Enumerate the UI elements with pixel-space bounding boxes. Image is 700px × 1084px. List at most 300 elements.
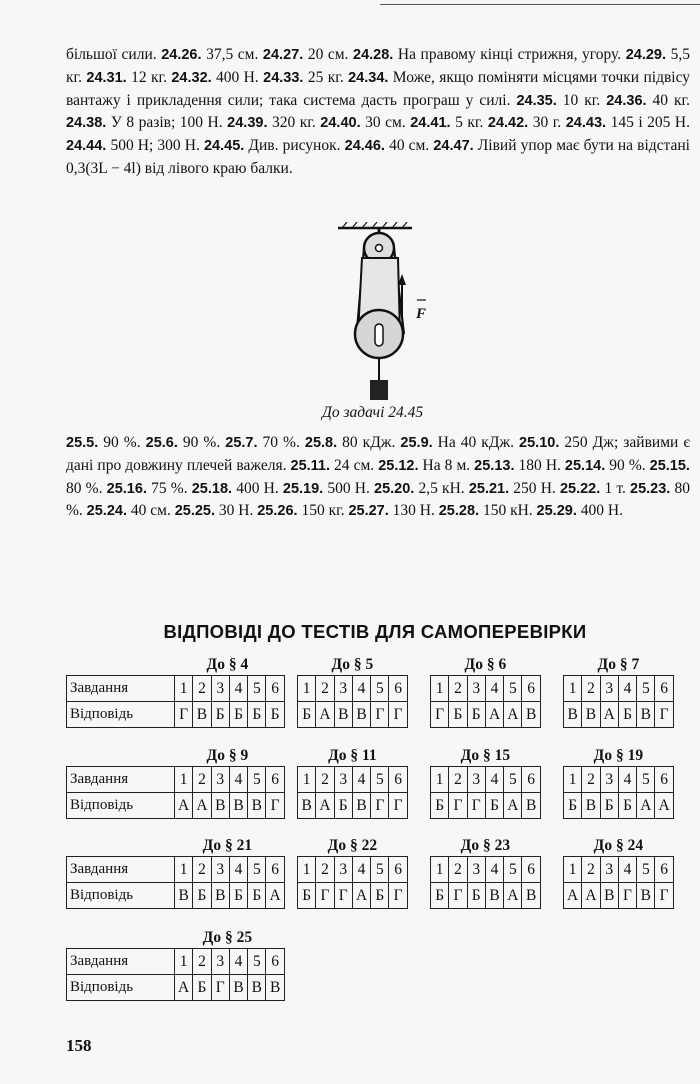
task-number-cell: 4 (352, 857, 370, 883)
problem-number: 25.18. (191, 480, 233, 497)
answer-row (564, 702, 674, 728)
answer-cell: Б (334, 793, 352, 819)
answer-cell: В (352, 702, 370, 728)
answer-text: 24 см. (330, 456, 379, 474)
test-label: До § 25 (202, 929, 253, 946)
answer-cell: Г (266, 793, 284, 819)
problem-number: 25.16. (106, 480, 147, 497)
answer-table (563, 766, 674, 819)
answer-text: 130 Н. (388, 502, 439, 520)
task-number-cell: 1 (175, 767, 193, 793)
answer-cell: В (229, 793, 247, 819)
task-row-label: Завдання (67, 767, 175, 793)
answer-cell: Б (229, 883, 247, 909)
answer-cell: А (582, 883, 600, 909)
answer-text: 80 %. (66, 479, 691, 520)
answer-row (431, 793, 541, 819)
answer-cell: В (637, 702, 655, 728)
answer-cell: В (582, 793, 600, 819)
answer-text: 37,5 см. (201, 46, 263, 63)
task-number-cell: 3 (211, 857, 229, 883)
task-row-label: Завдання (67, 676, 175, 702)
answer-cell: Б (485, 793, 503, 819)
answer-cell: В (637, 883, 655, 909)
answer-cell: Б (600, 793, 618, 819)
answer-cell: В (175, 883, 193, 909)
answer-cell: Б (298, 883, 316, 909)
test-label: До § 9 (206, 747, 249, 764)
problem-number: 24.35. (516, 92, 557, 109)
answer-cell: В (600, 883, 618, 909)
test-label: До § 22 (327, 837, 378, 854)
answer-cell: Б (449, 702, 467, 728)
answer-text: 320 кг. (267, 114, 321, 132)
answer-cell: В (248, 793, 266, 819)
answer-text: 80 %. (66, 479, 107, 497)
problem-number: 24.29. (625, 47, 667, 63)
answer-table (430, 856, 541, 909)
answer-cell: Г (334, 883, 352, 909)
task-number-cell: 6 (389, 767, 407, 793)
problem-number: 25.12. (378, 457, 419, 474)
task-number-cell: 1 (564, 767, 582, 793)
answer-cell: А (175, 793, 193, 819)
problem-number: 25.22. (559, 480, 601, 497)
problem-number: 24.26. (161, 47, 202, 63)
answer-text: 10 кг. (556, 91, 607, 109)
answer-cell: А (600, 702, 618, 728)
answer-cell: А (266, 883, 284, 909)
answer-cell: Б (467, 883, 485, 909)
answer-text: 75 %. (146, 479, 192, 497)
answer-cell: Б (229, 702, 247, 728)
answer-cell: Г (175, 702, 193, 728)
test-block (297, 835, 408, 909)
task-row (564, 676, 674, 702)
answer-cell: А (655, 793, 673, 819)
problem-number: 24.41. (410, 115, 451, 132)
task-row (431, 767, 541, 793)
answer-cell: Б (193, 975, 211, 1001)
task-number-cell: 3 (211, 767, 229, 793)
answer-table (297, 675, 408, 728)
test-block (563, 745, 674, 819)
answer-cell: Б (298, 702, 316, 728)
answer-row (431, 702, 541, 728)
answer-text: 70 %. (257, 434, 305, 451)
task-number-cell: 2 (316, 767, 334, 793)
answer-cell: Б (211, 702, 229, 728)
task-number-cell: 6 (522, 857, 540, 883)
test-label: До § 23 (460, 837, 511, 854)
answer-table (563, 856, 674, 909)
answer-cell: В (334, 702, 352, 728)
answer-text: 30 г. (528, 114, 566, 132)
task-number-cell: 3 (467, 767, 485, 793)
task-number-cell: 1 (175, 676, 193, 702)
task-number-cell: 5 (371, 676, 389, 702)
task-number-cell: 1 (564, 857, 582, 883)
task-number-cell: 3 (211, 949, 229, 975)
task-number-cell: 1 (175, 949, 193, 975)
problem-number: 24.45. (203, 138, 245, 155)
task-number-cell: 5 (248, 949, 266, 975)
answer-cell: Б (431, 883, 449, 909)
answer-text: У 8 разів; 100 Н. (106, 114, 228, 132)
answer-text: 145 і 205 Н. (606, 114, 690, 132)
task-number-cell: 2 (449, 767, 467, 793)
problem-number: 24.34. (348, 69, 389, 86)
answer-text: 90 %. (98, 434, 146, 451)
problem-number: 24.33. (263, 69, 304, 86)
task-number-cell: 2 (193, 857, 211, 883)
answer-cell: А (175, 975, 193, 1001)
test-label: До § 11 (328, 747, 377, 764)
task-number-cell: 4 (229, 767, 247, 793)
answer-cell: В (522, 702, 540, 728)
task-number-cell: 3 (600, 857, 618, 883)
answer-cell: Г (211, 975, 229, 1001)
answer-cell: В (352, 793, 370, 819)
task-number-cell: 1 (298, 767, 316, 793)
answer-text: 150 кг. (297, 502, 349, 520)
answer-text: На 40 кДж. (432, 434, 520, 451)
answer-cell: В (229, 975, 247, 1001)
problem-number: 25.13. (474, 457, 515, 474)
answer-row (298, 883, 408, 909)
task-row (298, 676, 408, 702)
problem-number: 25.6. (145, 435, 178, 451)
task-number-cell: 4 (618, 676, 636, 702)
answer-cell: А (316, 702, 334, 728)
task-number-cell: 6 (655, 767, 673, 793)
task-number-cell: 5 (371, 857, 389, 883)
answer-cell: Б (266, 702, 284, 728)
task-number-cell: 1 (431, 676, 449, 702)
test-label: До § 4 (206, 656, 249, 673)
test-block (66, 745, 285, 819)
task-number-cell: 6 (266, 857, 284, 883)
task-row (67, 857, 285, 883)
problem-number: 25.20. (374, 480, 415, 497)
problem-number: 25.10. (519, 435, 560, 451)
answer-cell: Г (389, 883, 407, 909)
answer-cell: Б (618, 793, 636, 819)
test-label: До § 6 (464, 656, 507, 673)
problem-number: 24.43. (565, 115, 607, 132)
problem-number: 25.21. (468, 480, 510, 497)
problem-number: 25.29. (536, 503, 577, 520)
answer-cell: Б (564, 793, 582, 819)
task-number-cell: 5 (637, 676, 655, 702)
answer-cell: Г (655, 702, 673, 728)
section-title: ВІДПОВІДІ ДО ТЕСТІВ ДЛЯ САМОПЕРЕВІРКИ (163, 621, 587, 642)
problem-number: 25.25. (174, 503, 216, 520)
answer-text: 25 кг. (303, 68, 349, 86)
test-label: До § 24 (593, 837, 644, 854)
answer-text: 40 см. (384, 137, 434, 155)
answer-cell: Б (467, 702, 485, 728)
task-number-cell: 6 (266, 767, 284, 793)
top-rule (380, 4, 700, 5)
task-number-cell: 2 (193, 949, 211, 975)
answer-text: 1 т. (600, 479, 631, 497)
answer-row (67, 883, 285, 909)
answer-text: 20 см. (303, 46, 354, 63)
task-number-cell: 6 (389, 857, 407, 883)
answer-table (430, 675, 541, 728)
answer-text: 150 кН. (479, 502, 537, 520)
test-block (66, 835, 285, 909)
task-number-cell: 3 (467, 857, 485, 883)
answer-text: 80 кДж. (337, 434, 401, 451)
answer-cell: Г (371, 702, 389, 728)
page-number: 158 (66, 1036, 92, 1055)
task-number-cell: 6 (522, 676, 540, 702)
task-number-cell: 2 (449, 676, 467, 702)
task-number-cell: 5 (371, 767, 389, 793)
task-number-cell: 1 (298, 676, 316, 702)
task-number-cell: 4 (485, 676, 503, 702)
answer-cell: А (637, 793, 655, 819)
task-number-cell: 5 (504, 676, 522, 702)
answer-cell: А (485, 702, 503, 728)
answer-cell: А (504, 793, 522, 819)
problem-number: 24.27. (262, 47, 304, 63)
task-number-cell: 6 (389, 676, 407, 702)
problem-number: 25.15. (649, 457, 690, 474)
problem-number: 25.24. (86, 503, 127, 520)
problem-number: 24.44. (66, 138, 107, 155)
task-number-cell: 1 (431, 857, 449, 883)
answer-table (66, 948, 285, 1001)
problem-number: 25.28. (438, 503, 480, 520)
task-number-cell: 5 (504, 767, 522, 793)
problem-number: 25.14. (564, 457, 606, 474)
problem-number: 25.19. (282, 480, 324, 497)
task-row-label: Завдання (67, 857, 175, 883)
answer-cell: В (211, 793, 229, 819)
answer-row-label: Відповідь (67, 975, 175, 1001)
answer-text: 40 см. (127, 502, 175, 520)
task-number-cell: 3 (600, 676, 618, 702)
task-number-cell: 6 (522, 767, 540, 793)
answer-cell: В (485, 883, 503, 909)
task-number-cell: 3 (334, 857, 352, 883)
problem-number: 25.27. (348, 503, 389, 520)
task-number-cell: 4 (485, 767, 503, 793)
task-number-cell: 5 (248, 676, 266, 702)
answer-text: 40 кг. (646, 91, 691, 109)
test-block (297, 654, 408, 728)
answer-row (67, 702, 285, 728)
pulley-figure (320, 222, 470, 412)
answer-row-label: Відповідь (67, 793, 175, 819)
answer-cell: В (564, 702, 582, 728)
answer-text: 500 Н. (323, 479, 375, 497)
task-number-cell: 4 (229, 676, 247, 702)
answer-cell: Б (248, 702, 266, 728)
answer-row (67, 975, 285, 1001)
problem-number: 24.36. (606, 92, 647, 109)
answer-text: На 8 м. (418, 456, 475, 474)
problem-number: 24.28. (353, 47, 394, 63)
problem-number: 24.47. (433, 138, 474, 155)
answer-row (564, 793, 674, 819)
problem-number: 25.9. (400, 435, 433, 451)
task-number-cell: 5 (248, 857, 266, 883)
answer-text: 12 кг. (126, 68, 172, 86)
answer-text: На правому кінці стрижня, угору. (393, 46, 626, 63)
task-number-cell: 5 (637, 857, 655, 883)
task-number-cell: 2 (449, 857, 467, 883)
test-block (430, 835, 541, 909)
task-number-cell: 5 (248, 767, 266, 793)
answer-text: 250 Дж; зайвими є дані про довжину плечей важеля. (66, 434, 690, 474)
test-block (66, 927, 285, 1001)
problem-number: 25.8. (304, 435, 338, 451)
problem-number: 25.5. (66, 435, 99, 451)
task-number-cell: 3 (334, 676, 352, 702)
test-label: До § 7 (597, 656, 640, 673)
task-row-label: Завдання (67, 949, 175, 975)
answer-cell: А (193, 793, 211, 819)
answer-text: 30 см. (360, 114, 411, 132)
answer-cell: В (211, 883, 229, 909)
answer-cell: Г (449, 793, 467, 819)
task-number-cell: 4 (618, 857, 636, 883)
answer-text: 30 Н. (215, 502, 258, 520)
task-number-cell: 2 (582, 767, 600, 793)
test-block (297, 745, 408, 819)
answer-cell: В (193, 702, 211, 728)
task-number-cell: 5 (504, 857, 522, 883)
answer-text: 400 Н. (576, 502, 623, 520)
task-number-cell: 6 (655, 676, 673, 702)
answer-text: 2,5 кН. (414, 479, 469, 497)
answer-cell: Г (467, 793, 485, 819)
task-row (67, 767, 285, 793)
task-number-cell: 1 (431, 767, 449, 793)
answer-cell: Б (193, 883, 211, 909)
answer-cell: Б (248, 883, 266, 909)
task-number-cell: 3 (211, 676, 229, 702)
answer-text: 90 %. (605, 456, 650, 474)
task-number-cell: 6 (655, 857, 673, 883)
answer-cell: Б (431, 793, 449, 819)
task-number-cell: 6 (266, 949, 284, 975)
figure-caption: До задачі 24.45 (322, 404, 424, 421)
test-block (563, 654, 674, 728)
answer-cell: Г (389, 702, 407, 728)
test-block (563, 835, 674, 909)
problem-number: 25.11. (290, 457, 331, 474)
answer-cell: В (266, 975, 284, 1001)
answer-cell: А (504, 702, 522, 728)
answer-cell: Г (449, 883, 467, 909)
task-row (564, 857, 674, 883)
answer-cell: Г (618, 883, 636, 909)
answer-text: 400 Н. (232, 479, 283, 497)
task-number-cell: 4 (229, 857, 247, 883)
task-row (67, 676, 285, 702)
answer-table (563, 675, 674, 728)
problem-number: 24.39. (227, 115, 268, 132)
answer-table (297, 856, 408, 909)
task-number-cell: 4 (229, 949, 247, 975)
task-number-cell: 3 (334, 767, 352, 793)
task-number-cell: 2 (316, 676, 334, 702)
task-number-cell: 4 (352, 767, 370, 793)
test-block (430, 654, 541, 728)
answer-text: 500 Н; 300 Н. (106, 137, 204, 155)
answer-row-label: Відповідь (67, 883, 175, 909)
task-number-cell: 3 (600, 767, 618, 793)
answer-cell: Г (389, 793, 407, 819)
task-row (431, 676, 541, 702)
task-number-cell: 2 (582, 857, 600, 883)
answer-text: більшої сили. (66, 46, 162, 63)
answer-cell: В (248, 975, 266, 1001)
problem-number: 25.26. (257, 503, 298, 520)
problem-number: 25.23. (630, 480, 671, 497)
answer-table (297, 766, 408, 819)
answer-table (66, 675, 285, 728)
answer-table (430, 766, 541, 819)
test-block (66, 654, 285, 728)
answer-row (67, 793, 285, 819)
answer-cell: Г (655, 883, 673, 909)
answer-text: 5 кг. (450, 114, 488, 132)
problem-number: 24.32. (171, 69, 212, 86)
answer-table (66, 766, 285, 819)
task-number-cell: 4 (485, 857, 503, 883)
answer-cell: В (582, 702, 600, 728)
answer-cell: Г (371, 793, 389, 819)
answer-text: 400 Н. (211, 68, 264, 86)
answer-text: Див. рисунок. (244, 137, 345, 155)
answer-cell: Г (316, 883, 334, 909)
answer-row (298, 793, 408, 819)
answer-cell: Б (371, 883, 389, 909)
task-row (67, 949, 285, 975)
test-label: До § 5 (331, 656, 374, 673)
task-number-cell: 3 (467, 676, 485, 702)
task-row (564, 767, 674, 793)
answer-cell: А (316, 793, 334, 819)
answer-cell: Б (618, 702, 636, 728)
answers-paragraph-25 (66, 432, 690, 523)
task-number-cell: 1 (564, 676, 582, 702)
task-number-cell: 2 (582, 676, 600, 702)
answer-row (431, 883, 541, 909)
answer-cell: В (522, 793, 540, 819)
answer-table (66, 856, 285, 909)
answer-row-label: Відповідь (67, 702, 175, 728)
answer-cell: В (522, 883, 540, 909)
task-number-cell: 2 (316, 857, 334, 883)
answer-text: Може, якщо поміняти місцями точки підвісу вантажу і прикладення сили; така система дасть програш у силі. (66, 68, 691, 109)
test-label: До § 15 (460, 747, 511, 764)
task-number-cell: 5 (637, 767, 655, 793)
problem-number: 24.38. (66, 115, 107, 132)
test-label: До § 21 (202, 837, 253, 854)
task-number-cell: 4 (618, 767, 636, 793)
answer-text: 90 %. (177, 434, 226, 451)
task-row (298, 767, 408, 793)
answer-cell: Г (431, 702, 449, 728)
answer-text: 250 Н. (509, 479, 560, 497)
